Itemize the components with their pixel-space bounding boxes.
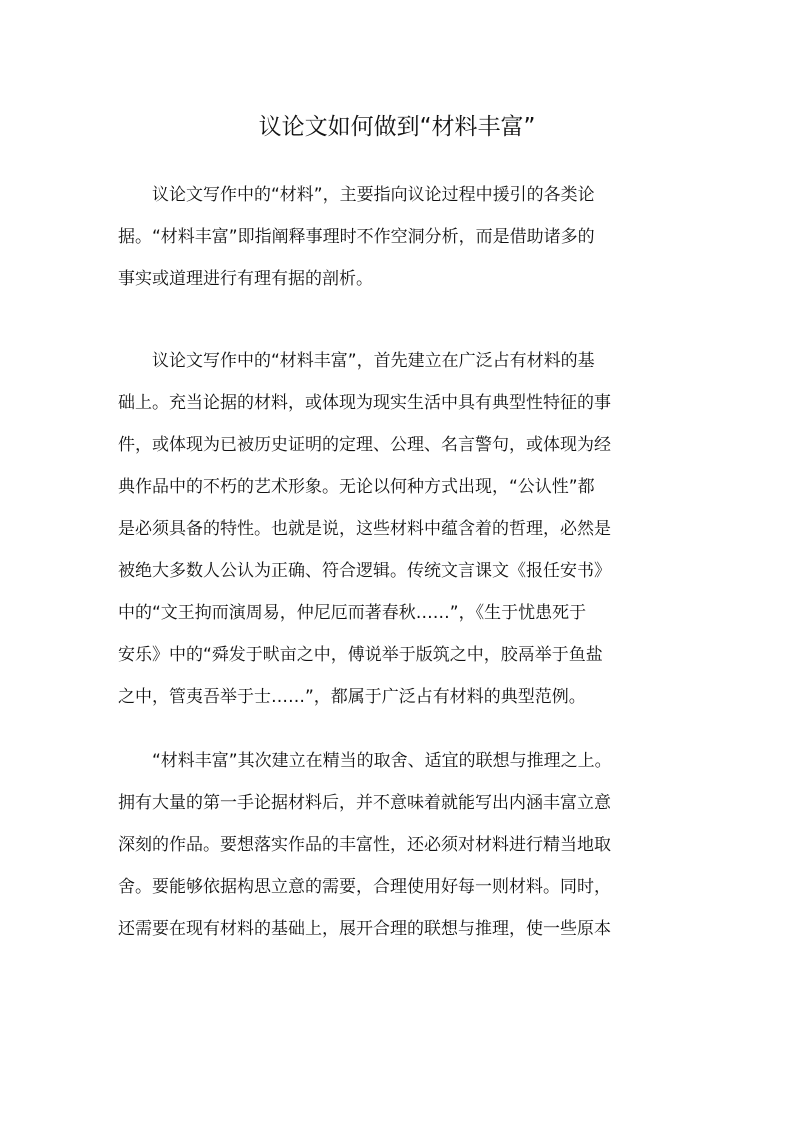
text-line: 舍。要能够依据构思立意的需要，合理使用好每一则材料。同时，	[118, 877, 611, 897]
paragraph-3	[118, 740, 698, 950]
paragraph-1	[118, 174, 698, 300]
text-line: 安乐》中的“舜发于畎亩之中，傅说举于版筑之中，胶鬲举于鱼盐	[118, 645, 603, 665]
text-line: 础上。充当论据的材料，或体现为现实生活中具有典型性特征的事	[118, 393, 611, 413]
text-line: 深刻的作品。要想落实作品的丰富性，还必须对材料进行精当地取	[118, 835, 611, 855]
document-title: 议论文如何做到“材料丰富”	[258, 114, 536, 140]
text-line: “材料丰富”其次建立在精当的取舍、适宜的联想与推理之上。	[118, 751, 612, 771]
text-line: 被绝大多数人公认为正确、符合逻辑。传统文言课文《报任安书》	[118, 561, 611, 581]
text-line: 典作品中的不朽的艺术形象。无论以何种方式出现，“公认性”都	[118, 477, 595, 497]
text-line: 是必须具备的特性。也就是说，这些材料中蕴含着的哲理，必然是	[118, 519, 611, 539]
text-line: 议论文写作中的“材料”，主要指向议论过程中援引的各类论	[118, 185, 595, 205]
text-line: 拥有大量的第一手论据材料后，并不意味着就能写出内涵丰富立意	[118, 793, 611, 813]
text-line: 件，或体现为已被历史证明的定理、公理、名言警句，或体现为经	[118, 435, 611, 455]
text-line: 事实或道理进行有理有据的剖析。	[118, 269, 373, 289]
text-line: 之中，管夷吾举于士……”，都属于广泛占有材料的典型范例。	[118, 687, 586, 707]
text-line: 据。“材料丰富”即指阐释事理时不作空洞分析，而是借助诸多的	[118, 227, 595, 247]
text-line: 中的“文王拘而演周易，仲尼厄而著春秋……”，《生于忧患死于	[118, 603, 587, 623]
text-line: 议论文写作中的“材料丰富”，首先建立在广泛占有材料的基	[118, 351, 595, 371]
text-line: 还需要在现有材料的基础上，展开合理的联想与推理，使一些原本	[118, 919, 611, 939]
paragraph-2	[118, 340, 698, 718]
